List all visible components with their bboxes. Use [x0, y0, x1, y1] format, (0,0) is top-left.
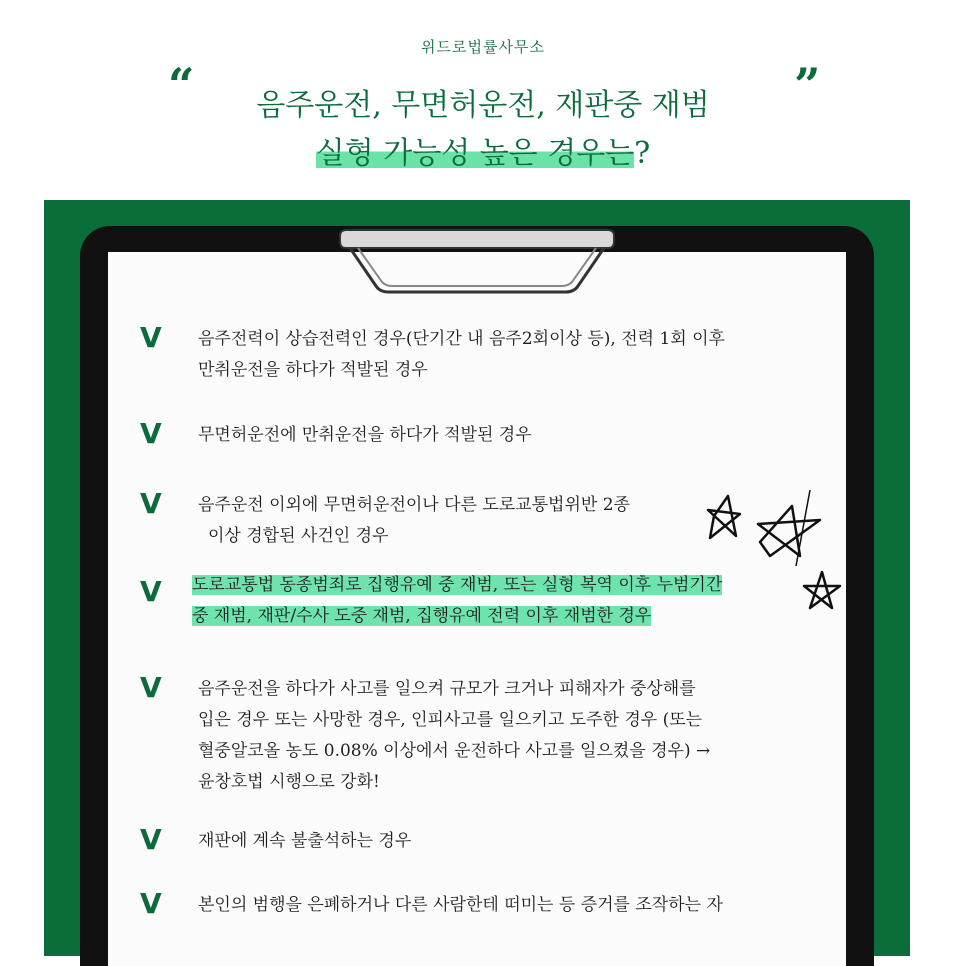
headline-line-2	[0, 128, 966, 172]
open-quote-mark: “	[168, 58, 195, 112]
item-line: 중 재범, 재판/수사 도중 재범, 집행유예 전력 이후 재범한 경우	[192, 606, 652, 626]
item-line: 재판에 계속 불출석하는 경우	[198, 831, 412, 851]
item-line: 입은 경우 또는 사망한 경우, 인피사고를 일으키고 도주한 경우 (또는	[198, 710, 703, 730]
doodle-stars-icon	[700, 486, 850, 616]
clipboard-clip-icon	[336, 226, 618, 296]
brand-name: 위드로법률사무소	[421, 38, 545, 56]
check-icon: V	[140, 887, 162, 920]
item-line: 음주전력이 상습전력인 경우(단기간 내 음주2회이상 등), 전력 1회 이후	[198, 329, 725, 349]
item-line: 음주운전을 하다가 사고를 일으켜 규모가 크거나 피해자가 중상해를	[198, 679, 696, 699]
item-line: 혈중알코올 농도 0.08% 이상에서 운전하다 사고를 일으켰을 경우) →	[198, 741, 711, 761]
check-icon: V	[140, 671, 162, 704]
headline-line-1: 음주운전, 무면허운전, 재판중 재범	[256, 88, 710, 123]
check-icon: V	[140, 823, 162, 856]
item-line: 만취운전을 하다가 적발된 경우	[198, 360, 428, 380]
check-icon: V	[140, 575, 162, 608]
headline-question-mark: ?	[634, 136, 651, 171]
item-line: 본인의 범행을 은폐하거나 다른 사람한테 떠미는 등 증거를 조작하는 자	[198, 895, 723, 915]
close-quote-mark: ”	[794, 58, 821, 112]
headline-highlight: 실형 가능성 높은 경우는	[315, 136, 635, 171]
item-line: 무면허운전에 만취운전을 하다가 적발된 경우	[198, 425, 532, 445]
check-icon: V	[140, 321, 162, 354]
item-line: 음주운전 이외에 무면허운전이나 다른 도로교통법위반 2종	[198, 495, 630, 515]
check-icon: V	[140, 487, 162, 520]
item-line: 윤창호법 시행으로 강화!	[198, 772, 380, 792]
check-icon: V	[140, 417, 162, 450]
item-line: 도로교통법 동종범죄로 집행유예 중 재범, 또는 실형 복역 이후 누범기간	[192, 575, 723, 595]
item-line: 이상 경합된 사건인 경우	[208, 526, 389, 546]
